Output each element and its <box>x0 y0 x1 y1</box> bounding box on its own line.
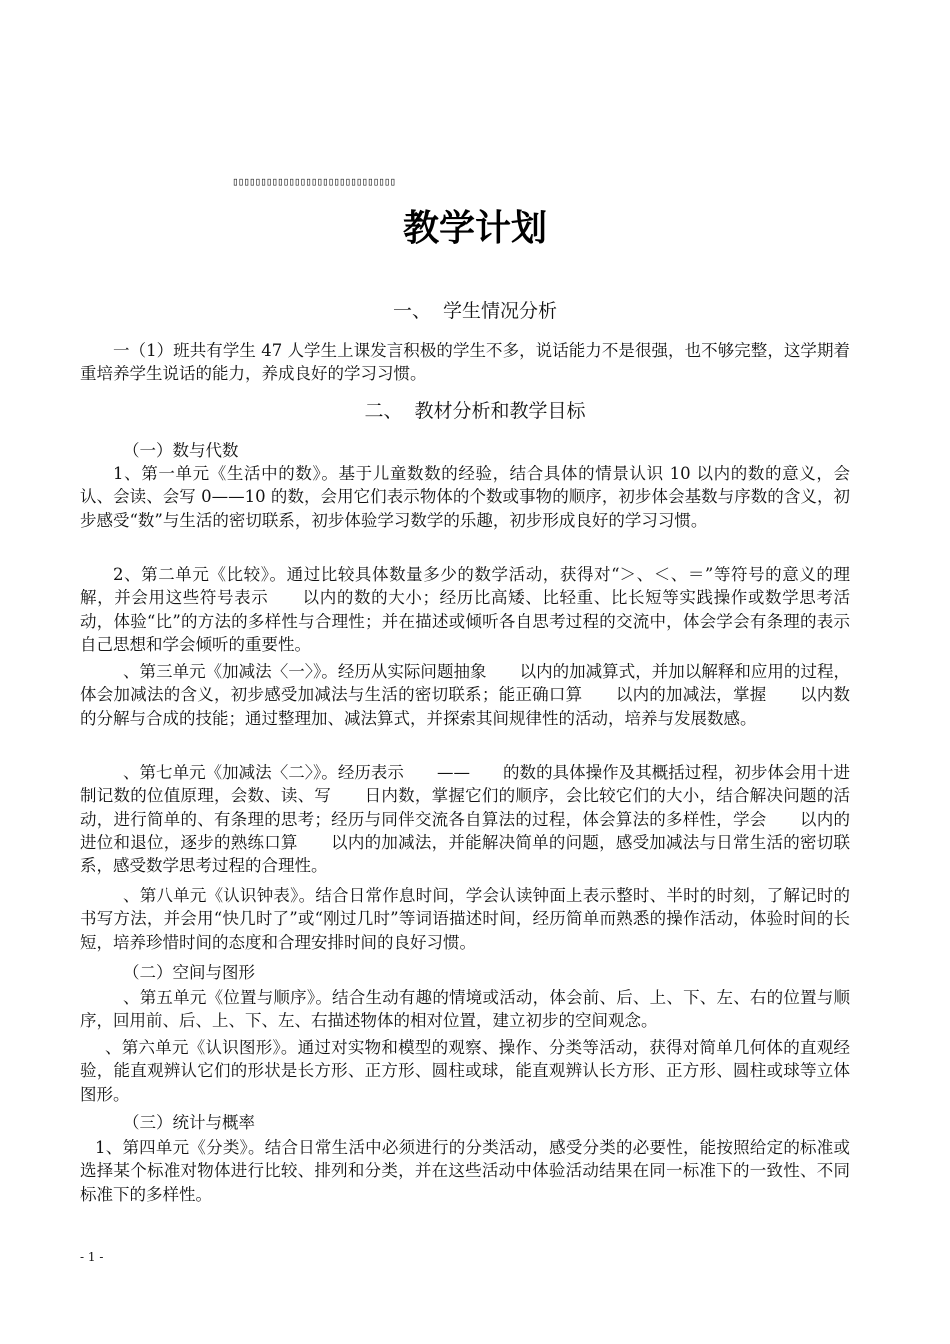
subheading-statistics-probability: （三）统计与概率 <box>123 1113 255 1132</box>
paragraph-unit-1: 1、第一单元《生活中的数》。基于儿童数数的经验，结合具体的情景认识 10 以内的数的意义，会认、会读、会写 0——10 的数，会用它们表示物体的个数或事物的顺序，初步体会基数与序数的含义，初步感受“数”与生活的密切联系，初步体验学习数学的乐趣，初步形成良好的学习习惯。 <box>80 464 850 530</box>
paragraph-unit-6: 、第六单元《认识图形》。通过对实物和模型的观察、操作、分类等活动，获得对简单几何体的直观经验，能直观辨认它们的形状是长方形、正方形、圆柱或球，能直观辨认长方形、正方形、圆柱或球等立体图形。 <box>80 1038 850 1104</box>
page-title: 教学计划 <box>402 208 547 249</box>
subheading-number-algebra: （一）数与代数 <box>123 441 239 460</box>
paragraph-unit-8: 、第八单元《认识钟表》。结合日常作息时间，学会认读钟面上表示整时、半时的时刻，了解记时的书写方法，并会用“快几时了”或“刚过几时”等词语描述时间，经历简单而熟悉的操作活动，体验时间的长短，培养珍惜时间的态度和合理安排时间的良好习惯。 <box>80 886 850 952</box>
paragraph-unit-2: 2、第二单元《比较》。通过比较具体数量多少的数学活动，获得对“＞、＜、＝”等符号的意义的理解，并会用这些符号表示 以内的数的大小；经历比高矮、比轻重、比长短等实践操作或数学思考活动，体验“比”的方法的多样性与合理性；并在描述或倾听各自思考过程的交流中，体会学会有条理的表示自己思想和学会倾听的重要性。 <box>80 565 850 654</box>
page-number: - 1 - <box>80 1250 104 1264</box>
section-heading-textbook-analysis: 二、 教材分析和教学目标 <box>364 400 586 422</box>
header-placeholder-glyphs: ▯▯▯▯▯▯▯▯▯▯▯▯▯▯▯▯▯▯▯▯▯▯▯▯▯▯▯▯▯ <box>232 175 396 188</box>
section-heading-student-analysis: 一、 学生情况分析 <box>392 300 558 322</box>
paragraph-unit-3: 、第三单元《加减法〈一〉》。经历从实际问题抽象 以内的加减算式，并加以解释和应用的过程，体会加减法的含义，初步感受加减法与生活的密切联系；能正确口算 以内的加减法，掌握 以内数的分解与合成的技能；通过整理加、减法算式，并探索其间规律性的活动，培养与发展数感。 <box>80 662 850 728</box>
paragraph-student-analysis: 一（1）班共有学生 47 人学生上课发言积极的学生不多，说话能力不是很强，也不够完整，这学期着重培养学生说话的能力，养成良好的学习习惯。 <box>80 341 850 384</box>
paragraph-unit-5: 、第五单元《位置与顺序》。结合生动有趣的情境或活动，体会前、后、上、下、左、右的位置与顺序，回用前、后、上、下、左、右描述物体的相对位置，建立初步的空间观念。 <box>80 988 850 1031</box>
paragraph-unit-7: 、第七单元《加减法〈二〉》。经历表示 —— 的数的具体操作及其概括过程，初步体会用十进制记数的位值原理，会数、读、写 日内数，掌握它们的顺序，会比较它们的大小，结合解决问题的活动，进行简单的、有条理的思考；经历与同伴交流各自算法的过程，体会算法的多样性，学会 以内的进位和退位，逐步的熟练口算 以内的加减法，并能解决简单的问题，感受加减法与日常生活的密切联系，感受数学思考过程的合理性。 <box>80 763 850 876</box>
subheading-space-shapes: （二）空间与图形 <box>123 963 255 982</box>
paragraph-unit-4: 1、第四单元《分类》。结合日常生活中必须进行的分类活动，感受分类的必要性，能按照给定的标准或选择某个标准对物体进行比较、排列和分类，并在这些活动中体验活动结果在同一标准下的一致性、不同标准下的多样性。 <box>80 1138 850 1204</box>
